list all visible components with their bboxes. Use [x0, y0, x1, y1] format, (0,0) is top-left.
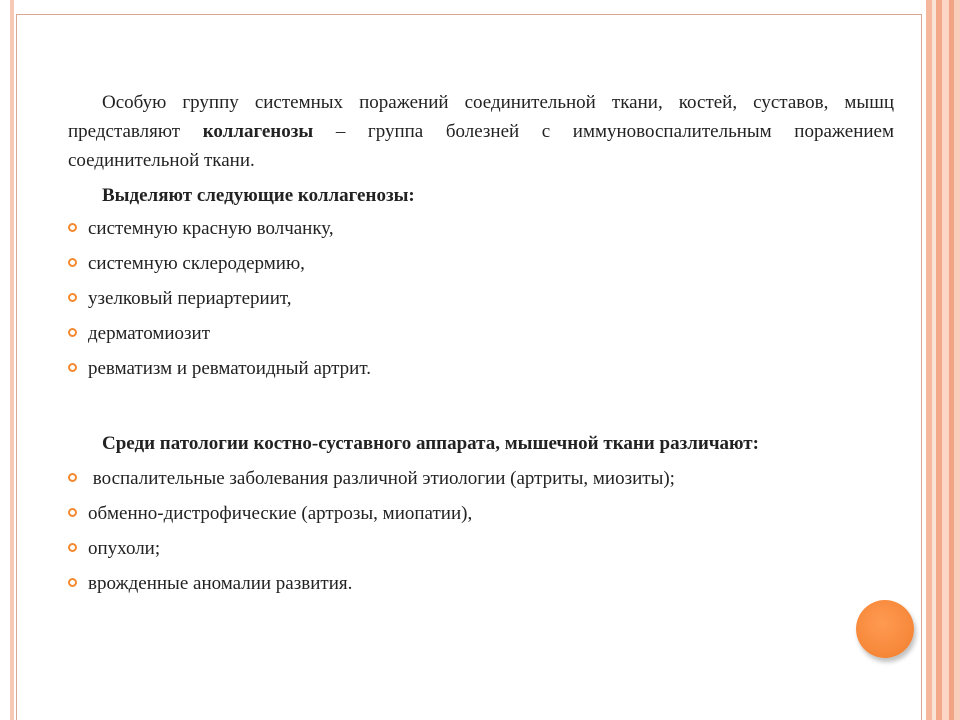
- section1-heading: Выделяют следующие коллагенозы:: [102, 185, 415, 206]
- section-spacer: [68, 387, 894, 429]
- list-item: [68, 352, 894, 387]
- list-item: [68, 497, 894, 532]
- circle-bullet-icon: [68, 258, 77, 267]
- list-item-text: системную красную волчанку,: [88, 218, 334, 239]
- list-item: [68, 462, 894, 497]
- circle-bullet-icon: [68, 293, 77, 302]
- list-item: [68, 212, 894, 247]
- intro-paragraph: [68, 88, 894, 175]
- orange-circle-decoration: [856, 600, 914, 658]
- list-item-text: воспалительные заболевания различной этиологии (артриты, миозиты);: [88, 468, 675, 489]
- circle-bullet-icon: [68, 543, 77, 552]
- list-item: [68, 532, 894, 567]
- list-item-text: системную склеродермию,: [88, 253, 305, 274]
- circle-bullet-icon: [68, 223, 77, 232]
- list-item-text: дерматомиозит: [88, 323, 211, 344]
- section1-list: [68, 212, 894, 387]
- intro-text-part1: Особую группу системных поражений соединительной ткани, костей, суставов, мышц представляют: [68, 92, 894, 142]
- section2-heading: Среди патологии костно-суставного аппарата, мышечной ткани различают:: [102, 433, 759, 454]
- left-decorative-line: [10, 0, 14, 720]
- list-item-text: узелковый периартериит,: [88, 288, 292, 309]
- intro-text-part2: – группа болезней с иммуновоспалительным поражением соединительной ткани.: [68, 121, 894, 171]
- circle-bullet-icon: [68, 473, 77, 482]
- list-item: [68, 282, 894, 317]
- intro-bold-term: коллагенозы: [202, 121, 314, 142]
- list-item-text: опухоли;: [88, 538, 161, 559]
- circle-bullet-icon: [68, 508, 77, 517]
- right-decorative-stripes: [922, 0, 960, 720]
- list-item-text: обменно-дистрофические (артрозы, миопатии),: [88, 503, 473, 524]
- circle-bullet-icon: [68, 578, 77, 587]
- circle-bullet-icon: [68, 328, 77, 337]
- section2-list: [68, 462, 894, 602]
- list-item-text: врожденные аномалии развития.: [88, 573, 353, 594]
- list-item: [68, 317, 894, 352]
- list-item-text: ревматизм и ревматоидный артрит.: [88, 358, 371, 379]
- list-item: [68, 247, 894, 282]
- list-item: [68, 567, 894, 602]
- circle-bullet-icon: [68, 363, 77, 372]
- slide-content: [68, 88, 894, 602]
